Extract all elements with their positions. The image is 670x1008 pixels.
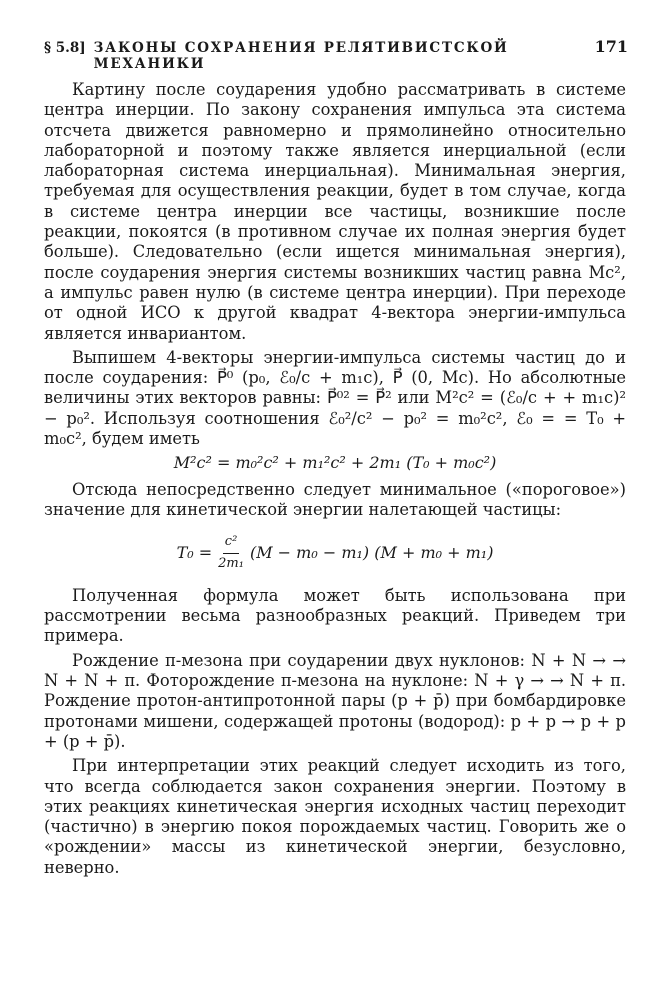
- paragraph-1: Картину после соударения удобно рассматривать в системе центра инерции. По закону сохранения импульса эта система отсчета движется равномерно и прямолинейно относительно лабораторной и поэтому также является инерциальной (если лабораторная система инерциальная). Минимальная энергия, требуемая для осуществления реакции, будет в том случае, когда в системе центра инерции все частицы, возникшие после реакции, покоятся (в противном случае их полная энергия будет больше). Следовательно (если ищется минимальная энергия), после соударения энергия системы возникших частиц равна Mc², а импульс равен нулю (в системе центра инерции). При переходе от одной ИСО к другой квадрат 4-вектора энергии-импульса является инвариантом.: [44, 80, 626, 343]
- equation-1: M²c² = m₀²c² + m₁²c² + 2m₁ (T₀ + m₀c²): [173, 453, 497, 473]
- fraction-denominator: 2m₁: [218, 555, 244, 571]
- equation-2-left: T₀ =: [176, 542, 213, 562]
- equation-2-right: (M − m₀ − m₁) (M + m₀ + m₁): [249, 542, 494, 562]
- running-header: [44, 37, 628, 72]
- equation-2: [44, 532, 626, 574]
- paragraph-5: Рождение π-мезона при соударении двух нуклонов: N + N → → N + N + π. Фоторождение π-мезона на нуклоне: N + γ → → N + π. Рождение протон-антипротонной пары (p + p̄) при бомбардировке протонами мишени, содержащей протоны (водород): p + p → p + p + (p + p̄).: [44, 650, 626, 751]
- chapter-title: ЗАКОНЫ СОХРАНЕНИЯ РЕЛЯТИВИСТСКОЙ МЕХАНИКИ: [93, 40, 509, 72]
- paragraph-3: Отсюда непосредственно следует минимальное («пороговое») значение для кинетической энергии налетающей частицы:: [44, 479, 626, 519]
- fraction-numerator: c²: [223, 532, 240, 553]
- equation-2-fraction: [216, 532, 246, 574]
- page-body: [44, 80, 626, 878]
- paragraph-6: При интерпретации этих реакций следует исходить из того, что всегда соблюдается закон сохранения энергии. Поэтому в этих реакциях кинетическая энергия исходных частиц переходит (частично) в энергию покоя порождаемых частиц. Говорить же о «рождении» массы из кинетической энергии, безусловно, неверно.: [44, 756, 626, 877]
- paragraph-2: Выпишем 4-векторы энергии-импульса системы частиц до и после соударения: P⃗⁰ (p₀, ℰ₀/c + m₁c), P⃗ (0, Mc). Но абсолютные величины этих векторов равны: P⃗⁰² = P⃗² или M²c² = (ℰ₀/c + + m₁c)² − p₀². Используя соотношения ℰ₀²/c² − p₀² = m₀²c², ℰ₀ = = T₀ + m₀c², будем иметь: [44, 347, 626, 449]
- paragraph-4: Полученная формула может быть использована при рассмотрении весьма разнообразных реакций. Приведем три примера.: [44, 585, 626, 646]
- page-number: 171: [594, 37, 628, 56]
- section-number: § 5.8]: [44, 40, 86, 56]
